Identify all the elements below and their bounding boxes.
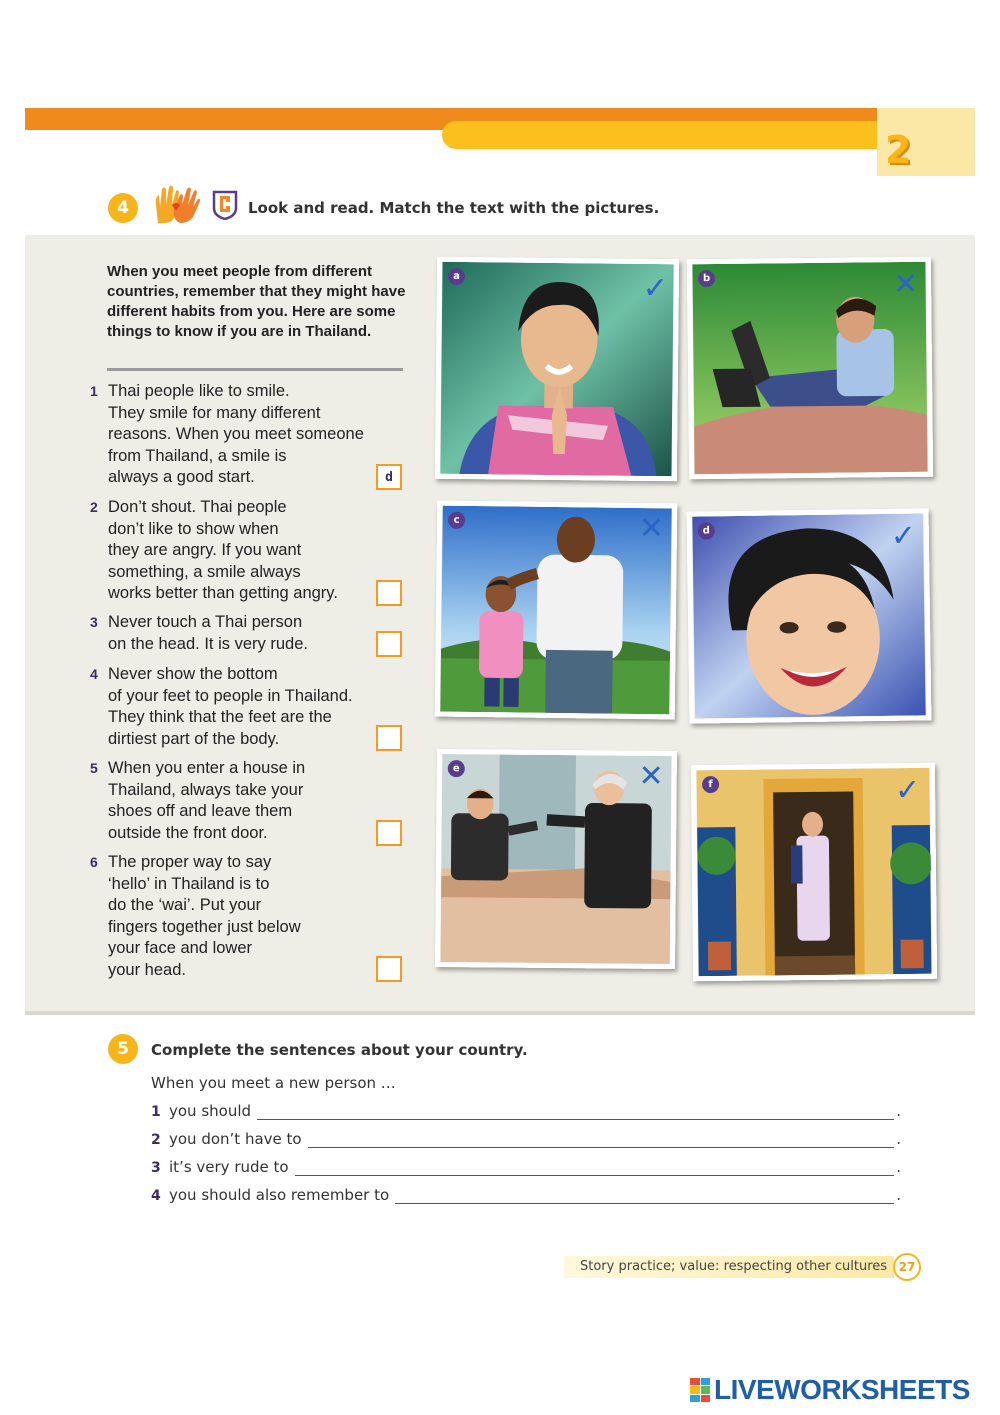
picture-b (687, 257, 933, 480)
sentence-text: you don’t have to (169, 1130, 302, 1148)
text-item-3 (90, 612, 410, 655)
sentence-number: 3 (151, 1160, 161, 1176)
exercise-5-lead: When you meet a new person … (151, 1074, 396, 1092)
answer-box-5[interactable] (376, 820, 402, 846)
item-number: 1 (90, 383, 98, 399)
picture-a (435, 257, 679, 482)
item-number: 6 (90, 854, 98, 870)
hands-icon (150, 183, 202, 225)
picture-letter: a (448, 268, 465, 285)
item-number: 5 (90, 760, 98, 776)
cross-mark-icon: ✕ (638, 758, 664, 794)
sentence-1 (151, 1102, 901, 1120)
sentence-2 (151, 1130, 901, 1148)
liveworksheets-icon (690, 1378, 710, 1402)
header-yellow-bar (442, 121, 892, 149)
answer-line[interactable] (257, 1106, 894, 1120)
answer-box-3[interactable] (376, 631, 402, 657)
picture-letter: c (448, 512, 465, 529)
sentence-3 (151, 1158, 901, 1176)
picture-c (435, 501, 678, 720)
sentence-4 (151, 1186, 901, 1204)
answer-box-2[interactable] (376, 580, 402, 606)
item-text: When you enter a house in Thailand, always take your shoes off and leave them outside the front door. (108, 759, 306, 842)
sentence-end: . (896, 1102, 901, 1120)
exercise-5-number: 5 (108, 1034, 138, 1064)
picture-d (687, 508, 932, 723)
answer-line[interactable] (395, 1190, 894, 1204)
intro-divider (107, 368, 403, 371)
exercise-5-instruction: Complete the sentences about your country. (151, 1041, 528, 1059)
picture-letter: e (448, 760, 465, 777)
picture-letter: d (698, 522, 715, 539)
sentence-end: . (896, 1158, 901, 1176)
text-item-5 (90, 758, 410, 844)
text-item-6 (90, 852, 410, 981)
check-mark-icon: ✓ (890, 518, 917, 554)
sentence-end: . (896, 1130, 901, 1148)
intro-text: When you meet people from different countries, remember that they might have different habits from you. Here are some things to know if you are in Thailand. (107, 263, 406, 340)
item-text: The proper way to say ‘hello’ in Thailand is to do the ‘wai’. Put your fingers together just below your face and lower your head. (108, 853, 301, 979)
item-text: Never touch a Thai person on the head. It is very rude. (108, 613, 308, 653)
answer-line[interactable] (308, 1134, 895, 1148)
footer-text: Story practice; value: respecting other cultures (580, 1259, 888, 1274)
sentence-text: you should (169, 1102, 252, 1120)
sentence-number: 1 (151, 1104, 161, 1120)
text-item-4 (90, 664, 410, 750)
shield-icon (212, 190, 238, 220)
item-text: Don’t shout. Thai people don’t like to show when they are angry. If you want something, a smile always works better than getting angry. (108, 498, 338, 602)
sentence-text: it’s very rude to (169, 1158, 289, 1176)
answer-box-1[interactable]: d (376, 464, 402, 490)
liveworksheets-logo-text: LIVEWORKSHEETS (714, 1374, 970, 1405)
picture-e (435, 749, 677, 969)
answer-box-4[interactable] (376, 725, 402, 751)
exercise-4-instruction: Look and read. Match the text with the pictures. (248, 199, 660, 217)
picture-letter: f (702, 776, 719, 793)
sentence-text: you should also remember to (169, 1186, 390, 1204)
touch-head-picture (440, 506, 672, 715)
angry-shouting-picture (440, 754, 672, 964)
cross-mark-icon: ✕ (892, 266, 919, 303)
check-mark-icon: ✓ (894, 772, 921, 809)
wai-greeting-picture (440, 262, 674, 476)
item-text: Never show the bottom of your feet to people in Thailand. They think that the feet are the dirtiest part of the body. (108, 665, 353, 748)
unit-number: 2 (885, 128, 912, 172)
sentence-end: . (896, 1186, 901, 1204)
item-number: 3 (90, 614, 98, 630)
sentence-number: 2 (151, 1132, 161, 1148)
exercise-4-number: 4 (108, 193, 138, 223)
page-number: 27 (893, 1253, 921, 1281)
sentence-number: 4 (151, 1188, 161, 1204)
text-item-1 (90, 381, 410, 489)
liveworksheets-logo (690, 1374, 970, 1406)
item-number: 2 (90, 499, 98, 515)
item-text: Thai people like to smile. They smile for many different reasons. When you meet someone from Thailand, a smile is always a good start. (108, 382, 364, 486)
answer-line[interactable] (295, 1162, 895, 1176)
answer-box-6[interactable] (376, 956, 402, 982)
cross-mark-icon: ✕ (638, 511, 665, 547)
text-item-2 (90, 497, 410, 605)
item-number: 4 (90, 666, 98, 682)
picture-letter: b (698, 270, 715, 287)
picture-f (691, 763, 937, 982)
check-mark-icon: ✓ (642, 270, 669, 307)
